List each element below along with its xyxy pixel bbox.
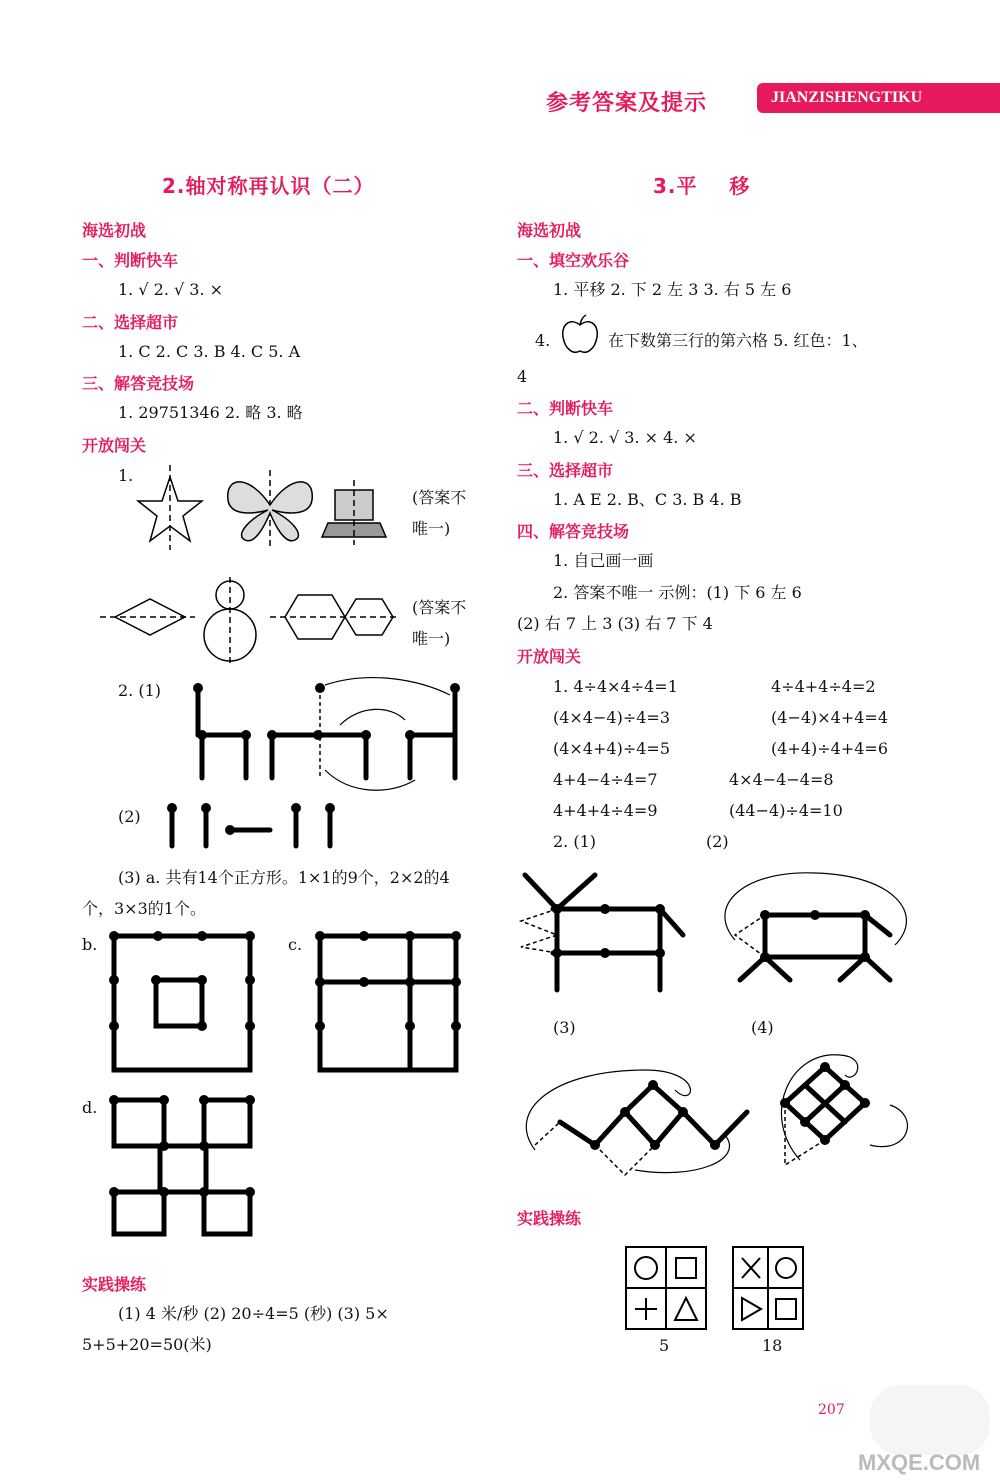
- label-c: c.: [288, 935, 303, 954]
- left-solve-answers: 1. 29751346 2. 略 3. 略: [118, 403, 303, 422]
- right-sub-judge: 二、判断快车: [517, 399, 614, 418]
- equation: 4×4−4−4=8: [729, 770, 834, 789]
- right-solve-a2: 2. 答案不唯一 示例：(1) 下 6 左 6: [553, 583, 802, 602]
- left-section-title: 2.轴对称再认识（二）: [162, 174, 375, 198]
- left-heading-kaifang: 开放闯关: [82, 436, 147, 455]
- left-sub-solve: 三、解答竞技场: [82, 374, 195, 393]
- label-d: d.: [82, 1098, 98, 1117]
- right-fill-q4-text: 在下数第三行的第六格 5. 红色：1、: [608, 331, 868, 350]
- left-heading-shijian: 实践操练: [82, 1275, 147, 1294]
- right-sub-fill: 一、填空欢乐谷: [517, 251, 630, 270]
- matchstick-figure-b: [108, 930, 258, 1075]
- left-practice-line1: (1) 4 米/秒 (2) 20÷4=5 (秒) (3) 5×: [118, 1304, 389, 1323]
- page-number: 207: [818, 1402, 845, 1418]
- left-choice-answers: 1. C 2. C 3. B 4. C 5. A: [118, 342, 301, 361]
- left-practice-line2: 5+5+20=50(米): [82, 1335, 212, 1354]
- equation: (4−4)×4+4=4: [771, 708, 889, 727]
- note1-line1: (答案不: [412, 488, 467, 507]
- right-q2-3-label: (3): [553, 1018, 576, 1037]
- right-heading-haixuan: 海选初战: [517, 221, 582, 240]
- right-solve-a3: (2) 右 7 上 3 (3) 右 7 下 4: [517, 614, 713, 633]
- left-q1-label: 1.: [118, 466, 134, 485]
- right-sub-solve: 四、解答竞技场: [517, 522, 630, 541]
- right-solve-a1: 1. 自己画一画: [553, 551, 654, 570]
- left-sub-choice: 二、选择超市: [82, 313, 179, 332]
- equation: 4+4+4÷4=9: [553, 801, 658, 820]
- matchstick-figure-c: [314, 930, 464, 1075]
- right-choice-answers: 1. A E 2. B、C 3. B 4. B: [553, 490, 742, 509]
- left-q3-line1: (3) a. 共有14个正方形。1×1的9个，2×2的4: [118, 868, 450, 887]
- right-judge-answers: 1. √ 2. √ 3. × 4. ×: [553, 428, 697, 447]
- left-sub-judge: 一、判断快车: [82, 251, 179, 270]
- equation: (4+4)÷4+4=6: [771, 739, 889, 758]
- equation: 4÷4+4÷4=2: [771, 677, 876, 696]
- right-heading-kaifang: 开放闯关: [517, 647, 582, 666]
- left-q3-line2: 个，3×3的1个。: [82, 899, 206, 918]
- matchstick-zigzag: [515, 1050, 755, 1180]
- note2-line1: (答案不: [412, 598, 467, 617]
- matchstick-figure-d: [108, 1094, 258, 1239]
- right-fill-line3: 4: [517, 367, 528, 386]
- left-heading-haixuan: 海选初战: [82, 221, 147, 240]
- shape-grids: [625, 1246, 805, 1332]
- grid-label-2: 18: [762, 1336, 783, 1355]
- right-q2-1-label: 2. (1): [553, 832, 597, 851]
- matchstick-animal-1: [515, 865, 695, 995]
- watermark-badge: [870, 1385, 990, 1455]
- equation: 1. 4÷4×4÷4=1: [553, 677, 678, 696]
- right-fill-line1: 1. 平移 2. 下 2 左 3 3. 右 5 左 6: [553, 280, 792, 299]
- matchstick-diamond: [760, 1045, 920, 1195]
- apple-icon: [560, 313, 600, 357]
- right-q2-2-label: (2): [706, 832, 729, 851]
- header-title: 参考答案及提示: [546, 91, 708, 116]
- equation: (44−4)÷4=10: [729, 801, 843, 820]
- right-fill-q4: 4.: [535, 331, 551, 350]
- left-q2-2-label: (2): [118, 807, 141, 826]
- left-q2-1-label: 2. (1): [118, 681, 162, 700]
- matchstick-chairs: [190, 680, 470, 800]
- equation: (4×4+4)÷4=5: [553, 739, 671, 758]
- note2-line2: 唯一): [412, 629, 451, 648]
- note1-line2: 唯一): [412, 519, 451, 538]
- equation: (4×4−4)÷4=3: [553, 708, 671, 727]
- right-sub-choice: 三、选择超市: [517, 461, 614, 480]
- right-section-title: 3.平 移: [653, 174, 751, 198]
- right-heading-shijian: 实践操练: [517, 1209, 582, 1228]
- header-tag: JIANZISHENGTIKU: [757, 83, 1000, 113]
- matchstick-animal-2: [705, 865, 915, 995]
- matchstick-row: [160, 800, 350, 850]
- symmetry-figures-row2: [100, 577, 400, 667]
- equation: 4+4−4÷4=7: [553, 770, 658, 789]
- right-q2-4-label: (4): [751, 1018, 774, 1037]
- watermark-text: MXQE.COM: [858, 1450, 981, 1475]
- left-judge-answers: 1. √ 2. √ 3. ×: [118, 280, 224, 299]
- label-b: b.: [82, 935, 98, 954]
- grid-label-1: 5: [659, 1336, 670, 1355]
- symmetry-figures-row1: [130, 465, 430, 550]
